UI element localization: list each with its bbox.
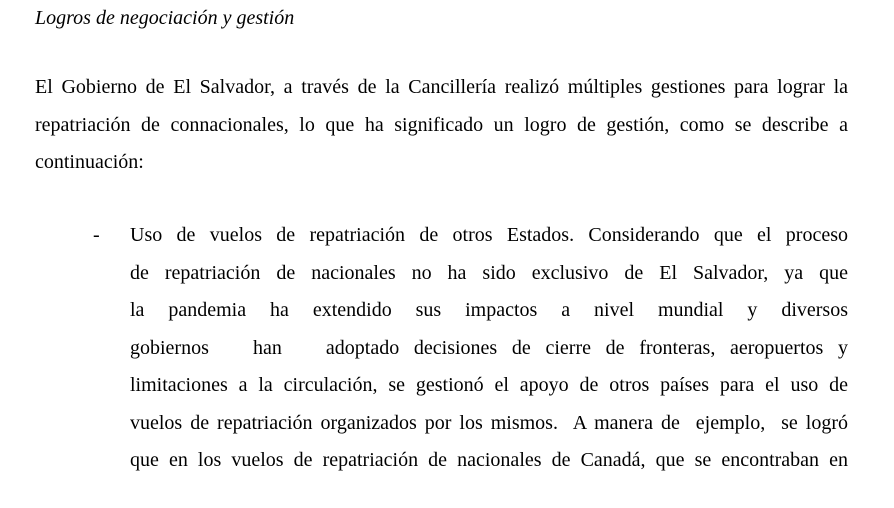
paragraph-line: continuación: bbox=[35, 151, 144, 173]
intro-paragraph bbox=[35, 69, 848, 182]
bullet-item bbox=[130, 217, 848, 480]
section-heading: Logros de negociación y gestión bbox=[35, 7, 295, 29]
bullet-line: de repatriación de nacionales no ha sido exclusivo de El Salvador, ya que bbox=[130, 261, 848, 284]
bullet-line: gobiernos han adoptado decisiones de cierre de fronteras, aeropuertos y bbox=[130, 336, 848, 359]
bullet-line: limitaciones a la circulación, se gestionó el apoyo de otros países para el uso de bbox=[130, 374, 848, 396]
paragraph-line: El Gobierno de El Salvador, a través de la Cancillería realizó múltiples gestiones para lograr la bbox=[35, 76, 848, 98]
bullet-dash: - bbox=[93, 224, 100, 246]
paragraph-line: repatriación de connacionales, lo que ha significado un logro de gestión, como se describe a bbox=[35, 113, 848, 136]
bullet-line: la pandemia ha extendido sus impactos a nivel mundial y diversos bbox=[130, 299, 848, 321]
bullet-line: Uso de vuelos de repatriación de otros Estados. Considerando que el proceso bbox=[130, 224, 848, 246]
bullet-line: vuelos de repatriación organizados por los mismos. A manera de ejemplo, se logró bbox=[130, 411, 848, 434]
bullet-line: que en los vuelos de repatriación de nacionales de Canadá, que se encontraban en bbox=[130, 449, 848, 471]
